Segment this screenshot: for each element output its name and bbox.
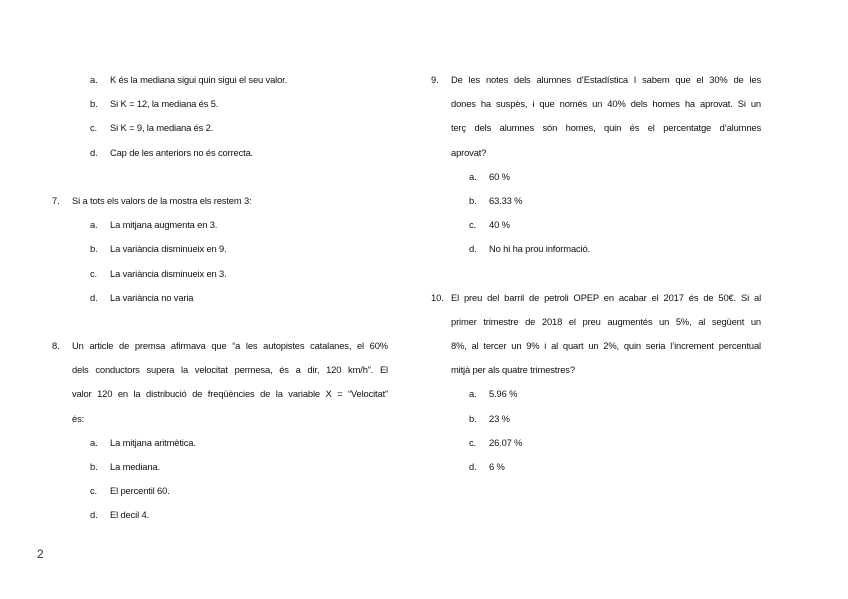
option-letter: a. <box>469 170 477 182</box>
q10-option-d <box>431 455 761 479</box>
option-text: La mitjana aritmètica. <box>110 436 196 448</box>
question-number: 10. <box>431 291 444 303</box>
q9-option-d <box>431 237 761 261</box>
q9-option-b <box>431 189 761 213</box>
spacer <box>52 310 388 334</box>
option-text: La variància no varia <box>110 291 194 303</box>
spacer <box>431 262 761 286</box>
q9-option-c <box>431 213 761 237</box>
spacer <box>52 165 388 189</box>
option-text: 23 % <box>489 412 510 424</box>
option-letter: b. <box>90 98 98 110</box>
q6-option-d <box>52 141 388 165</box>
option-letter: a. <box>90 219 98 231</box>
option-letter: a. <box>469 388 477 400</box>
option-text: K és la mediana sigui quin sigui el seu valor. <box>110 74 288 85</box>
option-text: Si K = 12, la mediana és 5. <box>110 98 219 110</box>
option-letter: c. <box>90 122 97 134</box>
question-text: primer trimestre de 2018 el preu augmentés un 5%, al següent un <box>451 315 761 327</box>
question-text: El preu del barril de petroli OPEP en acabar el 2017 és de 50€. Si al <box>451 291 761 303</box>
question-number: 9. <box>431 74 439 85</box>
question-8-line-3 <box>52 382 388 406</box>
question-9-line-4 <box>431 141 761 165</box>
question-10-line-2 <box>431 310 761 334</box>
option-letter: c. <box>90 267 97 279</box>
q7-option-a <box>52 213 388 237</box>
question-text: 8%, al tercer un 9% i al quart un 2%, quin seria l’increment percentual <box>451 340 761 352</box>
question-text: és: <box>72 412 85 424</box>
option-text: 6 % <box>489 461 505 472</box>
q10-option-b <box>431 407 761 431</box>
q8-option-d <box>52 503 388 527</box>
question-8 <box>52 334 388 358</box>
question-text: terç dels alumnes són homes, quin és el percentatge d’alumnes <box>451 122 761 134</box>
question-number: 7. <box>52 194 60 206</box>
q6-option-b <box>52 92 388 116</box>
question-text: aprovat? <box>451 146 487 158</box>
option-text: La mitjana augmenta en 3. <box>110 219 218 231</box>
q7-option-c <box>52 262 388 286</box>
question-10-line-4 <box>431 358 761 382</box>
q8-option-a <box>52 431 388 455</box>
option-letter: b. <box>469 412 477 424</box>
question-text: mitjà per als quatre trimestres? <box>451 364 575 376</box>
option-letter: b. <box>90 461 98 472</box>
option-letter: c. <box>469 219 476 231</box>
question-10-line-3 <box>431 334 761 358</box>
question-7 <box>52 189 388 213</box>
question-8-line-2 <box>52 358 388 382</box>
question-9-line-3 <box>431 116 761 140</box>
option-text: 60 % <box>489 170 510 182</box>
option-text: La mediana. <box>110 461 160 472</box>
option-text: 26.07 % <box>489 436 523 448</box>
option-letter: d. <box>90 291 98 303</box>
question-10 <box>431 286 761 310</box>
q7-option-d <box>52 286 388 310</box>
option-text: No hi ha prou informació. <box>489 243 590 255</box>
option-text: El decil 4. <box>110 509 149 521</box>
option-text: Cap de les anteriors no és correcta. <box>110 146 254 158</box>
option-text: La variància disminueix en 3. <box>110 267 227 279</box>
option-text: La variància disminueix en 9. <box>110 243 227 255</box>
option-letter: c. <box>90 485 97 497</box>
option-text: Si K = 9, la mediana és 2. <box>110 122 214 134</box>
left-column <box>52 68 388 528</box>
option-letter: b. <box>469 194 477 206</box>
q6-option-a <box>52 68 388 92</box>
option-letter: b. <box>90 243 98 255</box>
question-text: De les notes dels alumnes d’Estadística I sabem que el 30% de les <box>451 74 761 85</box>
question-8-line-4 <box>52 407 388 431</box>
question-number: 8. <box>52 340 60 352</box>
question-text: valor 120 en la distribució de freqüències de la variable X = “Velocitat” <box>72 388 388 400</box>
option-text: 40 % <box>489 219 510 231</box>
option-letter: d. <box>469 461 477 472</box>
q10-option-a <box>431 382 761 406</box>
question-9-line-2 <box>431 92 761 116</box>
question-9 <box>431 68 761 92</box>
q8-option-b <box>52 455 388 479</box>
option-text: 63.33 % <box>489 194 523 206</box>
question-text: dels conductors supera la velocitat permesa, és a dir, 120 km/h”. El <box>72 364 388 376</box>
question-text: Si a tots els valors de la mostra els restem 3: <box>72 194 252 206</box>
question-text: Un article de premsa afirmava que “a les autopistes catalanes, el 60% <box>72 340 388 352</box>
q6-option-c <box>52 116 388 140</box>
option-letter: d. <box>90 146 98 158</box>
q8-option-c <box>52 479 388 503</box>
option-letter: a. <box>90 436 98 448</box>
right-column <box>431 68 761 479</box>
option-letter: a. <box>90 74 98 85</box>
question-text: dones ha suspès, i que només un 40% dels homes ha aprovat. Si un <box>451 98 761 110</box>
option-text: El percentil 60. <box>110 485 170 497</box>
q10-option-c <box>431 431 761 455</box>
option-letter: d. <box>90 509 98 521</box>
q9-option-a <box>431 165 761 189</box>
option-text: 5.96 % <box>489 388 518 400</box>
option-letter: d. <box>469 243 477 255</box>
q7-option-b <box>52 237 388 261</box>
option-letter: c. <box>469 436 476 448</box>
page-number: 2 <box>37 547 44 561</box>
